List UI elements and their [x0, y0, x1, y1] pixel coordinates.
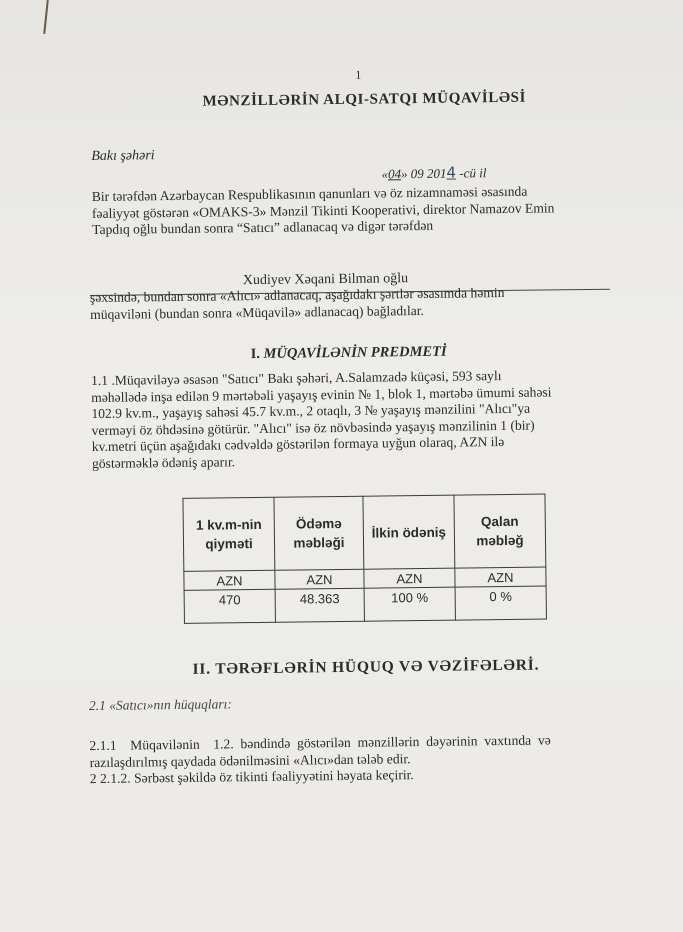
intro-paragraph	[92, 183, 555, 238]
value-cell-remaining-amount: 0 %	[455, 586, 546, 620]
header-cell-initial-payment	[363, 495, 455, 569]
price-table	[182, 493, 547, 623]
date-close-quote: »	[400, 166, 408, 182]
currency-cell: AZN	[275, 569, 364, 589]
clause-line: kv.metri üçün aşağıdakı cədvəldə göstərilən formaya uyğun olaraq, AZN ilə	[91, 433, 505, 455]
header-line: Qalan	[480, 513, 519, 530]
intro-line: fəaliyyət göstərən «OMAKS-3» Mənzil Tikinti Kooperativi, direktor Namazov Emin	[91, 199, 555, 221]
clause-line: 102.9 kv.m., yaşayış sahəsi 45.7 kv.m., 2 otaqlı, 3 № yaşayış mənzilini "Alıcı"ya	[91, 400, 531, 422]
buyer-paragraph	[90, 285, 505, 323]
date-year-digit-handwritten: 4	[446, 163, 457, 182]
date-year-prefix: 201	[426, 165, 447, 181]
city-line: Bakı şəhəri	[91, 148, 155, 165]
clause-1-1	[91, 367, 552, 472]
header-line: məbləğ	[476, 532, 524, 549]
date-suffix: -cü il	[459, 165, 487, 181]
clause-line: 2 2.1.2. Sərbəst şəkildə öz tikinti fəaliyyətini həyata keçirir.	[89, 767, 414, 787]
section-1-title: MÜQAVİLƏNİN PREDMETİ	[263, 343, 447, 362]
clause-line: göstərməklə ödəniş aparır.	[91, 453, 236, 471]
subsection-2-1-heading: 2.1 «Satıcı»nın hüquqları:	[88, 696, 232, 714]
clause-line: 2.1.1 Müqavilənin 1.2. bəndində göstərilən mənzillərin dəyərinin vaxtında və	[89, 732, 551, 754]
header-line: İlkin ödəniş	[371, 524, 447, 541]
intro-line: Bir tərəfdən Azərbaycan Respublikasının qanunları və öz nizamnaməsi əsasında	[91, 183, 528, 205]
currency-cell: AZN	[455, 567, 546, 587]
header-line: qiyməti	[205, 536, 253, 552]
currency-cell: AZN	[364, 568, 455, 588]
intro-line: Tapdıq oğlu bundan sonra “Satıcı” adlanacaq və digər tərəfdən	[92, 217, 434, 238]
header-line: Ödəmə	[295, 515, 342, 532]
clause-2-1	[89, 732, 551, 787]
document-title: MƏNZİLLƏRİN ALQI-SATQI MÜQAVİLƏSİ	[202, 89, 527, 110]
price-table-value-row	[184, 586, 546, 623]
contract-date	[381, 163, 486, 182]
header-cell-price-per-sqm	[183, 497, 275, 571]
value-cell-initial-payment: 100 %	[364, 587, 455, 621]
section-1-heading	[251, 344, 447, 363]
buyer-line: şəxsində, bundan sonra «Alıcı» adlanacaq, aşağıdakı şərtlər əsasımda həmin	[89, 284, 505, 306]
clause-line: məhəllədə inşa edilən 9 mərtəbəli yaşayış evinin № 1, blok 1, mərtəbə ümumi sahəsi	[91, 383, 552, 405]
section-2-heading: II. TƏRƏFLƏRİN HÜQUQ VƏ VƏZİFƏLƏRİ.	[192, 656, 540, 678]
header-cell-payment-amount	[274, 496, 364, 570]
clause-line: 1.1 .Müqaviləyə əsasən "Satıcı" Bakı şəhəri, A.Salamzadə küçəsi, 593 saylı	[90, 368, 502, 389]
date-month: 09	[410, 165, 424, 182]
price-table-header-row	[183, 494, 546, 571]
buyer-line: müqaviləni (bundan sonra «Müqavilə» adlanacaq) bağladılar.	[90, 302, 424, 322]
header-line: 1 kv.m-nin	[195, 516, 262, 533]
header-cell-remaining-amount	[454, 494, 546, 568]
page-number: 1	[355, 67, 362, 82]
value-cell-payment-amount: 48.363	[275, 588, 364, 622]
currency-cell: AZN	[184, 570, 275, 590]
header-line: məbləği	[293, 534, 345, 551]
value-cell-price-per-sqm: 470	[184, 589, 275, 623]
buyer-name: Xudiyev Xəqani Bilman oğlu	[242, 271, 409, 289]
clause-line: razılaşdırılmış qaydada ödənilməsini «Alıcı»dan tələb edir.	[89, 750, 411, 770]
section-1-number: I.	[250, 345, 261, 363]
date-open-quote: «	[381, 166, 389, 182]
date-day: 04	[387, 166, 402, 182]
clause-line: verməyi öz öhdəsinə götürür. "Alıcı" isə öz növbəsində yaşayış mənzilinin 1 (bir)	[91, 417, 535, 438]
